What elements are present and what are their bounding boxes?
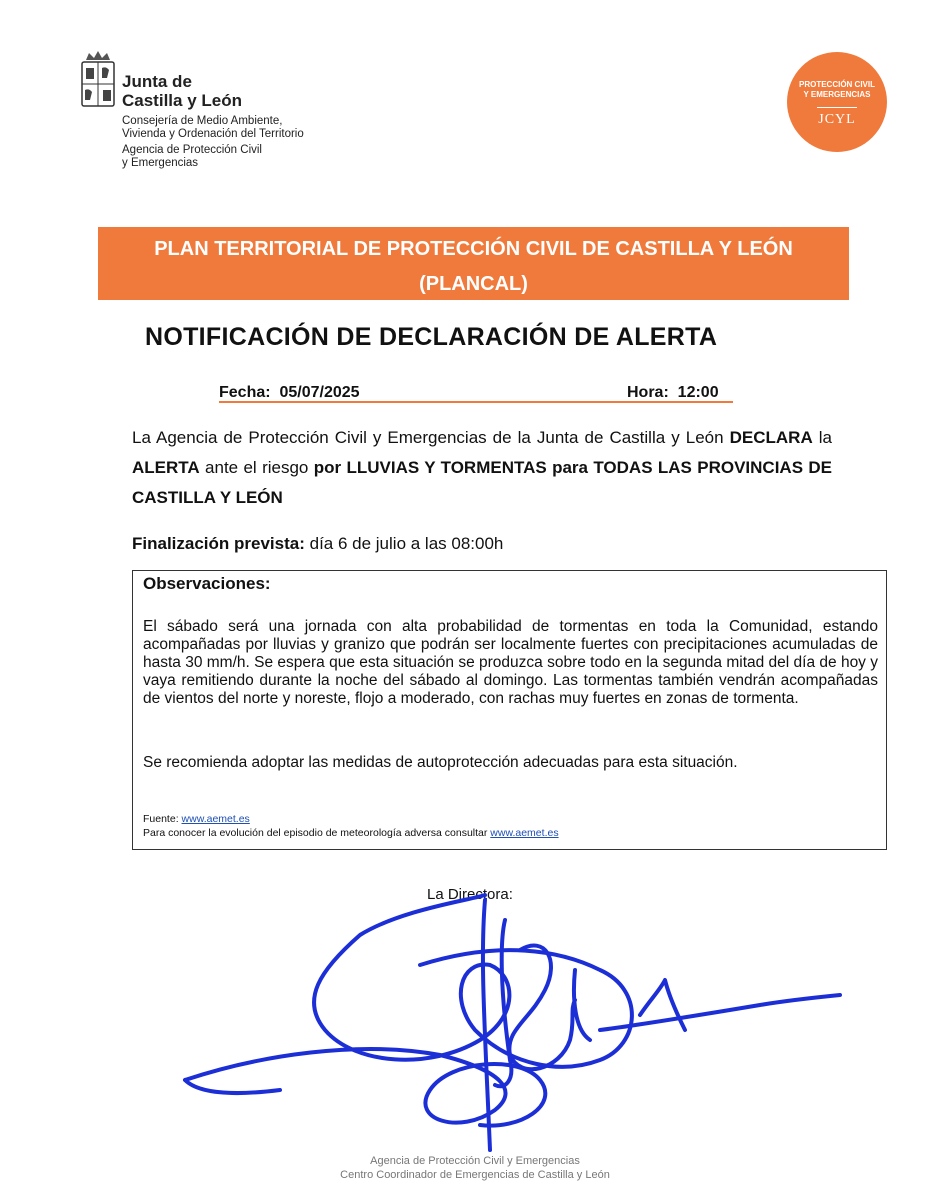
plan-banner xyxy=(98,227,849,300)
observaciones-paragraph-2: Se recomienda adoptar las medidas de autoprotección adecuadas para esta situación. xyxy=(143,754,738,771)
coat-of-arms-icon xyxy=(80,50,116,110)
hora xyxy=(627,384,719,402)
agency-line1: Agencia de Protección Civil xyxy=(122,144,262,156)
footer-line2: Centro Coordinador de Emergencias de Castilla y León xyxy=(340,1169,610,1181)
hora-label: Hora: xyxy=(627,384,669,401)
intro-bold-declara: DECLARA xyxy=(729,428,813,447)
observaciones-box xyxy=(132,570,887,850)
emblem-line2: Y EMERGENCIAS xyxy=(803,90,871,99)
intro-bold-alerta: ALERTA xyxy=(132,458,200,477)
observaciones-paragraph-1: El sábado será una jornada con alta probabilidad de tormentas en toda la Comunidad, estando acompañadas por lluvias y granizo que podrán ser localmente fuertes con precipitaciones acumuladas de hasta 30 mm/h. Se espera que esta situación se produzca sobre todo en la segunda mitad del día de hoy y vaya remitiendo durante la noche del sábado al domingo. Las tormentas también vendrán acompañadas de vientos del norte y noreste, flojo a moderado, con rachas muy fuertes en zonas de tormenta. xyxy=(143,618,878,707)
emblem-line1: PROTECCIÓN CIVIL xyxy=(798,80,875,89)
dept-line2: Vivienda y Ordenación del Territorio xyxy=(122,128,304,140)
finalizacion-prevista xyxy=(132,534,503,554)
consultar-link[interactable]: www.aemet.es xyxy=(490,827,559,839)
intro-bold-riesgo: por LLUVIAS Y TORMENTAS para TODAS LAS PROVINCIAS DE CASTILLA Y LEÓN xyxy=(132,458,832,507)
consultar-text: Para conocer la evolución del episodio de meteorología adversa consultar xyxy=(143,827,491,839)
directora-label: La Directora: xyxy=(427,886,513,903)
agency-line2: y Emergencias xyxy=(122,157,199,169)
fecha-label: Fecha: xyxy=(219,384,271,401)
junta-logo xyxy=(80,50,400,180)
intro-text-3: ante el riesgo xyxy=(199,458,314,477)
org-name-line1: Junta de xyxy=(122,72,192,91)
emblem-text xyxy=(787,80,887,100)
banner-line1: PLAN TERRITORIAL DE PROTECCIÓN CIVIL DE CASTILLA Y LEÓN xyxy=(154,238,793,260)
fuente-label: Fuente: xyxy=(143,813,182,825)
fuente-line xyxy=(143,812,250,826)
emblem-acronym: JCYL xyxy=(818,112,856,127)
footer-line1: Agencia de Protección Civil y Emergencias xyxy=(370,1155,580,1167)
signature-image xyxy=(0,880,950,1160)
emblem-divider xyxy=(817,107,857,108)
fecha xyxy=(219,384,360,402)
banner-line2: (PLANCAL) xyxy=(419,273,528,295)
proteccion-civil-emblem xyxy=(787,52,887,152)
fuente-link[interactable]: www.aemet.es xyxy=(181,813,250,825)
declaration-paragraph xyxy=(132,423,832,513)
finalizacion-label: Finalización prevista: xyxy=(132,534,305,553)
observaciones-title: Observaciones: xyxy=(143,574,271,593)
intro-text-1: La Agencia de Protección Civil y Emergencias de la Junta de Castilla y León xyxy=(132,428,730,447)
fecha-value: 05/07/2025 xyxy=(279,384,360,401)
fecha-underline xyxy=(219,401,733,403)
hora-value: 12:00 xyxy=(677,384,719,401)
org-name-line2: Castilla y León xyxy=(122,91,242,110)
consultar-line xyxy=(143,826,559,840)
dept-line1: Consejería de Medio Ambiente, xyxy=(122,115,283,127)
finalizacion-value: día 6 de julio a las 08:00h xyxy=(304,534,504,553)
document-title: NOTIFICACIÓN DE DECLARACIÓN DE ALERTA xyxy=(145,323,718,351)
intro-text-2: la xyxy=(812,428,832,447)
